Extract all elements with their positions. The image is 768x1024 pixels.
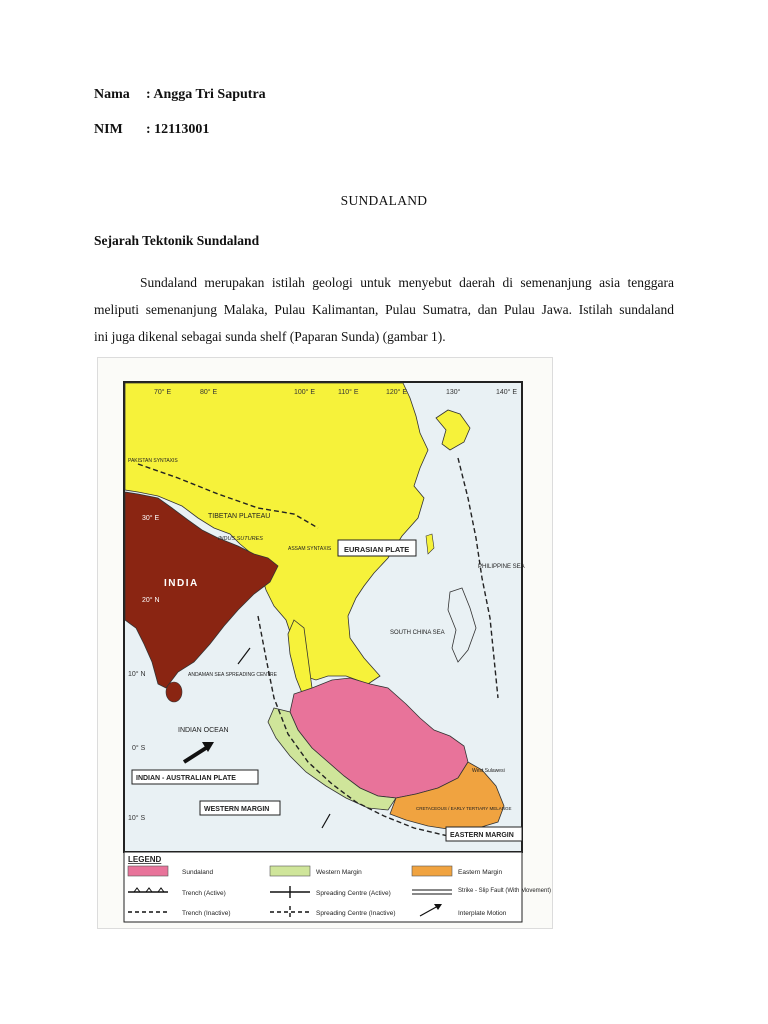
legend-label-eastern-margin: Eastern Margin: [458, 869, 503, 876]
tectonic-map: [98, 358, 552, 928]
nim-line: [94, 122, 209, 138]
name-value: : Angga Tri Saputra: [146, 87, 266, 102]
indian-ocean-label: INDIAN OCEAN: [178, 727, 229, 734]
body-paragraph: [94, 269, 674, 350]
western-margin-label: WESTERN MARGIN: [204, 806, 270, 813]
lat-label-10: 10° N: [128, 671, 146, 678]
south-china-sea-label: SOUTH CHINA SEA: [390, 630, 445, 636]
legend-label-sundaland: Sundaland: [182, 869, 214, 876]
legend-label-interplate-motion: Interplate Motion: [458, 910, 507, 917]
paragraph-line-1: Sundaland merupakan istilah geologi untuk menyebut daerah di semenanjung asia tenggara: [140, 275, 674, 290]
lon-label-120: 120° E: [386, 389, 408, 396]
tibetan-plateau-label: TIBETAN PLATEAU: [208, 513, 271, 520]
sundaland-tectonic-map-figure: [97, 357, 553, 929]
legend-label-trench-active: Trench (Active): [182, 890, 226, 897]
paragraph-line-2: meliputi semenanjung Malaka, Pulau Kalimantan, Pulau Sumatra, dan Pulau Jawa. Istilah sundaland: [94, 302, 674, 317]
cretaceous-melange-label: CRETACEOUS / EARLY TERTIARY MELANGE: [416, 806, 512, 811]
document-title: SUNDALAND: [340, 193, 428, 208]
lon-label-100: 100° E: [294, 389, 316, 396]
legend-label-spreading-inactive: Spreading Centre (Inactive): [316, 910, 396, 917]
paragraph-line-3: ini juga dikenal sebagai sunda shelf (Paparan Sunda) (gambar 1).: [94, 329, 446, 344]
assam-syntaxis-label: ASSAM SYNTAXIS: [288, 546, 332, 552]
lat-label-minus10: 10° S: [128, 815, 146, 822]
nim-label: NIM: [94, 122, 123, 137]
eurasian-plate-label: EURASIAN PLATE: [344, 545, 410, 554]
india-label: INDIA: [164, 578, 199, 589]
lat-label-0: 0° S: [132, 745, 146, 752]
lon-label-110: 110° E: [338, 389, 359, 396]
pakistan-syntaxis-label: PAKISTAN SYNTAXIS: [128, 458, 178, 464]
section-heading: Sejarah Tektonik Sundaland: [94, 233, 260, 248]
lat-label-30: 30° E: [142, 515, 160, 522]
legend-label-western-margin: Western Margin: [316, 869, 362, 876]
legend-swatch-sundaland: [128, 866, 168, 876]
legend-label-trench-inactive: Trench (Inactive): [182, 910, 231, 917]
lon-label-70: 70° E: [154, 389, 172, 396]
sri-lanka-island: [166, 682, 182, 702]
legend-title: LEGEND: [128, 855, 162, 864]
lat-label-20: 20° N: [142, 597, 160, 604]
eastern-margin-label: EASTERN MARGIN: [450, 832, 514, 839]
lon-label-130: 130°: [446, 389, 461, 396]
indo-australian-plate-label: INDIAN - AUSTRALIAN PLATE: [136, 775, 236, 782]
legend-swatch-western-margin: [270, 866, 310, 876]
legend-label-spreading-active: Spreading Centre (Active): [316, 890, 391, 897]
philippine-sea-label: PHILIPPINE SEA: [478, 564, 525, 570]
indus-sutures-label: INDUS SUTURES: [218, 536, 263, 542]
lon-label-80: 80° E: [200, 389, 218, 396]
legend-swatch-eastern-margin: [412, 866, 452, 876]
west-sulawesi-label: West Sulawesi: [472, 768, 505, 774]
name-line: [94, 87, 266, 103]
name-label: Nama: [94, 87, 130, 102]
nim-value: : 12113001: [146, 122, 210, 137]
lon-label-140: 140° E: [496, 389, 518, 396]
andaman-spreading-label: ANDAMAN SEA SPREADING CENTRE: [188, 672, 277, 678]
legend-label-strike-slip: Strike - Slip Fault (With Movement): [458, 888, 552, 894]
